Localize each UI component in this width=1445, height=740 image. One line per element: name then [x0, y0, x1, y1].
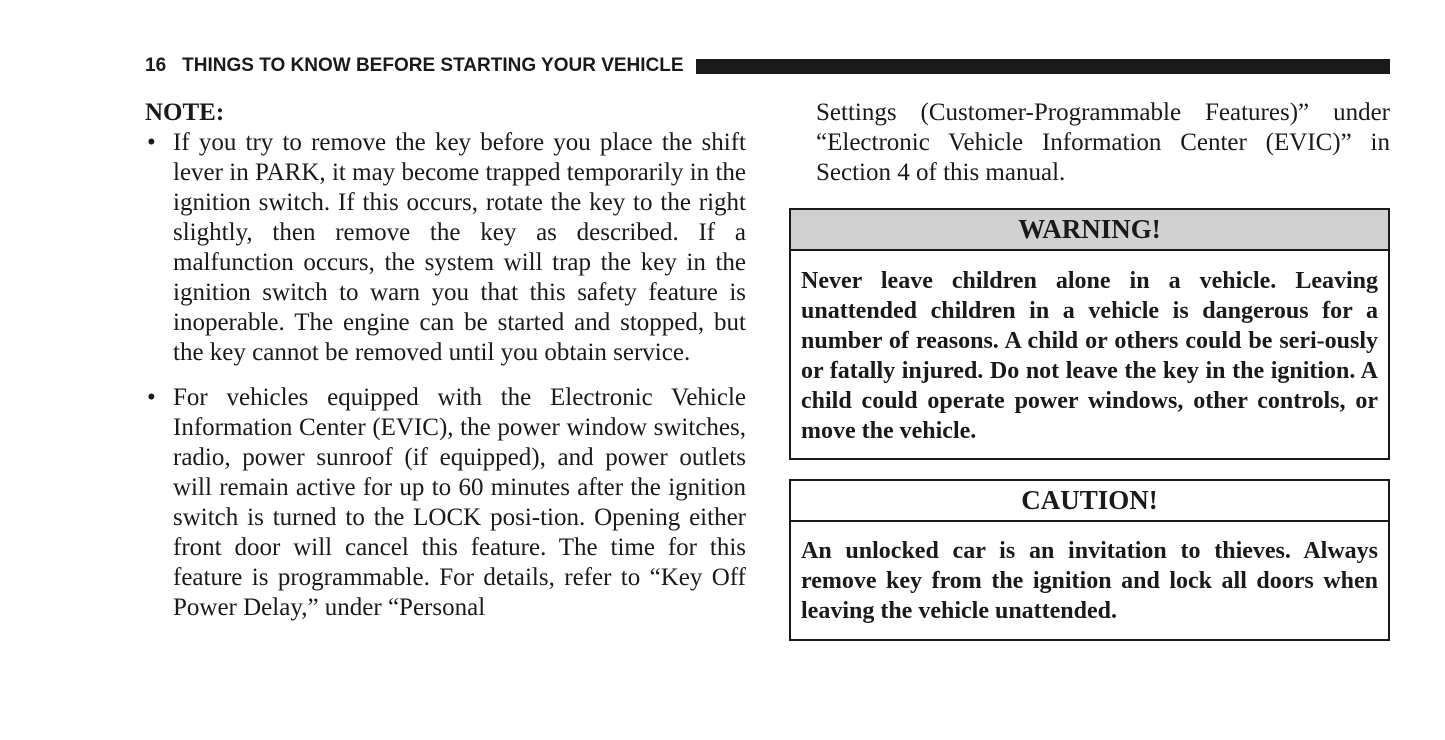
- caution-body: An unlocked car is an invitation to thieves. Always remove key from the ignition and lock all doors when leaving the vehicle unattended.: [801, 538, 1378, 624]
- bullet-icon: •: [147, 129, 156, 156]
- note-label: NOTE:: [145, 99, 225, 126]
- header-rule: [696, 59, 1390, 74]
- left-column: [145, 98, 746, 623]
- note-bullet-2: [145, 383, 746, 623]
- right-column: [789, 98, 1390, 188]
- warning-box: [789, 208, 1390, 460]
- warning-body: Never leave children alone in a vehicle. Leaving unattended children in a vehicle is dangerous for a number of reasons. A child or others could be seri-ously or fatally injured. Do not leave the key in the ignition. A child could operate power windows, other controls, or move the vehicle.: [801, 268, 1378, 444]
- section-title: THINGS TO KNOW BEFORE STARTING YOUR VEHICLE: [182, 55, 684, 76]
- caution-title: CAUTION!: [791, 481, 1388, 522]
- page-header: [145, 54, 1390, 78]
- note-bullet-text: For vehicles equipped with the Electronic Vehicle Information Center (EVIC), the power window switches, radio, power sunroof (if equipped), and power outlets will remain active for up to 60 minutes after the ignition switch is turned to the LOCK posi-tion. Opening either front door will cancel this feature. The time for this feature is programmable. For details, refer to “Key Off Power Delay,” under “Personal: [173, 384, 746, 621]
- page-number: 16: [145, 55, 167, 76]
- bullet-icon: •: [147, 384, 156, 411]
- caution-box: [789, 479, 1390, 641]
- note-bullet-1: [145, 128, 746, 368]
- warning-title: WARNING!: [791, 210, 1388, 251]
- note-bullet-text: If you try to remove the key before you place the shift lever in PARK, it may become trapped temporarily in the ignition switch. If this occurs, rotate the key to the right slightly, then remove the key as described. If a malfunction occurs, the system will trap the key in the ignition switch to warn you that this safety feature is inoperable. The engine can be started and stopped, but the key cannot be removed until you obtain service.: [173, 129, 746, 366]
- note-continuation: Settings (Customer-Programmable Features)” under “Electronic Vehicle Information Center (EVIC)” in Section 4 of this manual.: [816, 99, 1390, 186]
